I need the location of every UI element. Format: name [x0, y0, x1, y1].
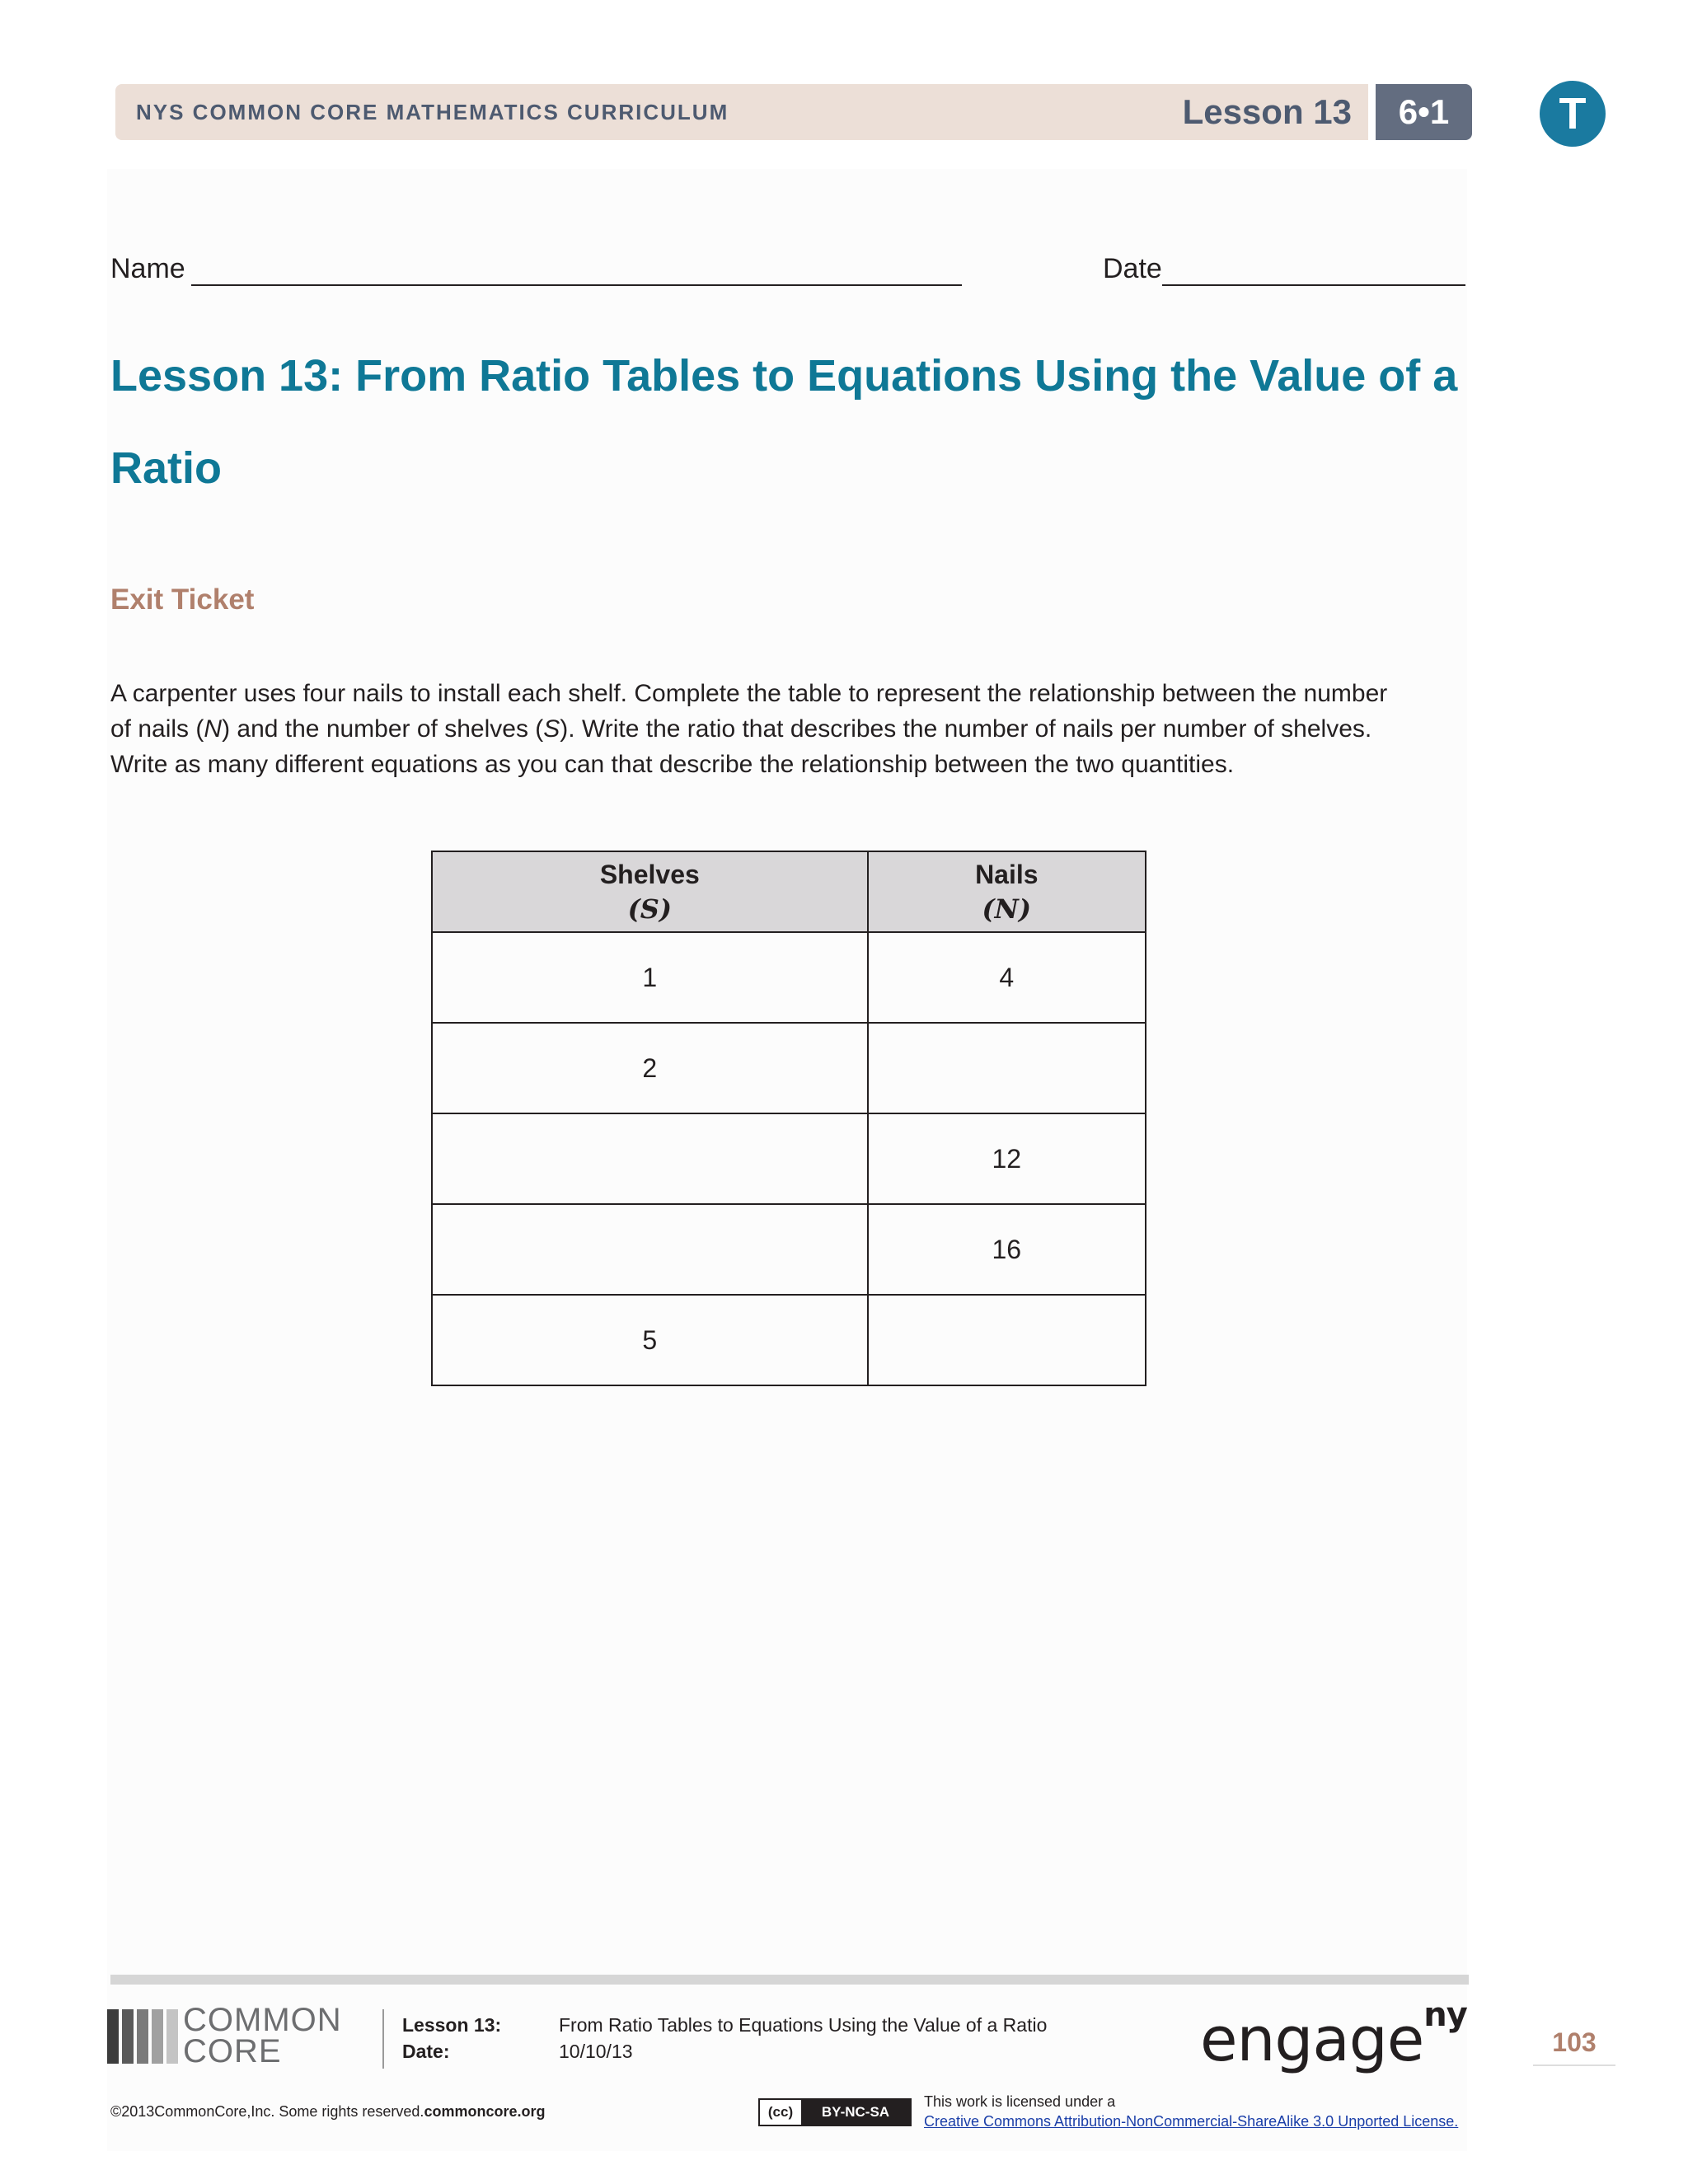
- footer-date-value: 10/10/13: [559, 2041, 633, 2062]
- teacher-icon: T: [1540, 81, 1606, 147]
- cell-shelves[interactable]: [432, 1204, 868, 1295]
- common-core-wordmark: COMMON CORE: [183, 2002, 342, 2069]
- cell-nails[interactable]: [868, 1295, 1146, 1385]
- table-row: [432, 932, 1146, 1023]
- table-row: [432, 1113, 1146, 1204]
- header-shelves: Shelves (S): [432, 851, 868, 932]
- cell-shelves[interactable]: 1: [432, 932, 868, 1023]
- lesson-label: Lesson 13: [1182, 92, 1352, 131]
- name-field[interactable]: [191, 284, 962, 286]
- copyright-notice: ©2013CommonCore,Inc. Some rights reserved.commoncore.org: [110, 2103, 546, 2120]
- problem-line-3: Write as many different equations as you can that describe the relationship between the two quantities.: [110, 751, 1235, 778]
- cell-nails[interactable]: 12: [868, 1113, 1146, 1204]
- common-core-logo-icon: [107, 2009, 178, 2064]
- footer-rule: [110, 1975, 1469, 1985]
- footer-lesson-title: From Ratio Tables to Equations Using the Value of a Ratio: [559, 2014, 1048, 2036]
- footer-lesson-label: Lesson 13:: [402, 2014, 502, 2036]
- header-nails: Nails (N): [868, 851, 1146, 932]
- name-label: Name: [110, 253, 185, 284]
- table-header-row: [432, 851, 1146, 932]
- table-row: [432, 1295, 1146, 1385]
- license-text: This work is licensed under a: [924, 2093, 1116, 2110]
- cell-nails[interactable]: 4: [868, 932, 1146, 1023]
- engageny-logo: engage$^{ny}$: [1200, 1996, 1467, 2075]
- table-row: [432, 1023, 1146, 1113]
- table-row: [432, 1204, 1146, 1295]
- page-title: [110, 330, 1470, 514]
- creative-commons-badge-icon: (cc) BY-NC-SA: [758, 2098, 912, 2126]
- ratio-table: [431, 851, 1146, 1386]
- cell-shelves[interactable]: [432, 1113, 868, 1204]
- curriculum-title: NYS COMMON CORE MATHEMATICS CURRICULUM: [136, 100, 729, 124]
- problem-line-2: of nails (N) and the number of shelves (S). Write the ratio that describes the number of nails per number of shelves.: [110, 715, 1372, 743]
- page-number-underline: [1533, 2064, 1615, 2066]
- footer-divider: [382, 2009, 384, 2069]
- footer-date-label: Date:: [402, 2041, 450, 2062]
- section-heading: Exit Ticket: [110, 583, 255, 616]
- title-line-1: Lesson 13: From Ratio Tables to Equations Using the Value of a: [110, 351, 1458, 401]
- license-link[interactable]: Creative Commons Attribution-NonCommercial-ShareAlike 3.0 Unported License.: [924, 2113, 1459, 2130]
- problem-text: [110, 676, 1470, 782]
- title-line-2: Ratio: [110, 443, 222, 493]
- page-number: 103: [1552, 2027, 1597, 2057]
- cell-nails[interactable]: [868, 1023, 1146, 1113]
- cell-nails[interactable]: 16: [868, 1204, 1146, 1295]
- date-label: Date: [1103, 253, 1162, 284]
- module-badge: 6•1: [1376, 84, 1472, 140]
- problem-line-1: A carpenter uses four nails to install each shelf. Complete the table to represent the relationship between the number: [110, 680, 1388, 707]
- cell-shelves[interactable]: 2: [432, 1023, 868, 1113]
- cell-shelves[interactable]: 5: [432, 1295, 868, 1385]
- date-field[interactable]: [1162, 284, 1465, 286]
